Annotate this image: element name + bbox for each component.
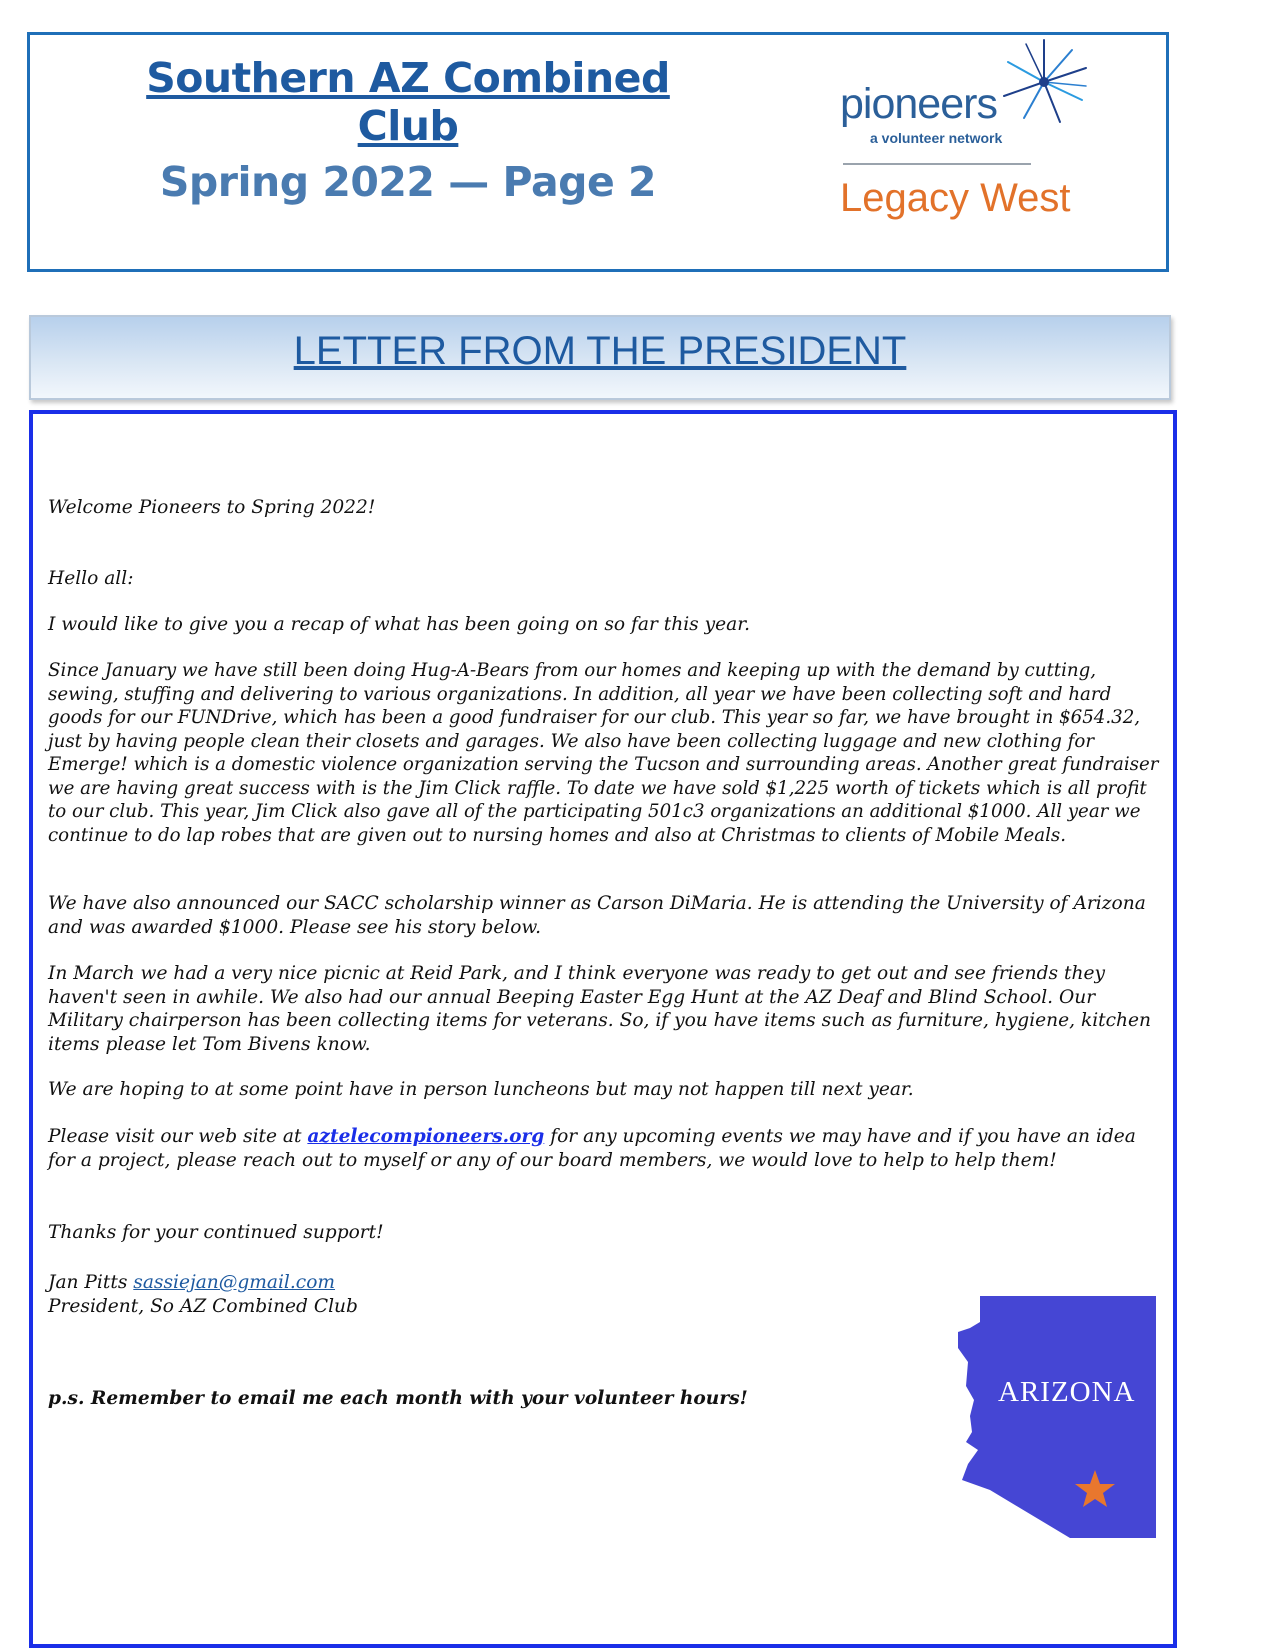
- logo-brand: pioneers: [840, 80, 997, 128]
- website-link[interactable]: aztelecompioneers.org: [307, 1126, 545, 1147]
- email-link[interactable]: sassiejan@gmail.com: [133, 1272, 336, 1293]
- letter-paragraph-luncheons: We are hoping to at some point have in person luncheons but may not happen till next year.: [48, 1079, 914, 1100]
- logo-tagline: a volunteer network: [870, 130, 1003, 146]
- letter-paragraph-january: Since January we have still been doing Hug-A-Bears from our homes and keeping up with the demand by cutting, sewing, stuffing and delivering to various organizations. In addition, all year we have been collecting soft and hard goods for our FUNDrive, which has been a good fundraiser for our club. This year so far, we have brought in $654.32, just by having people clean their closets and garages. We also have been collecting luggage and new clothing for Emerge! which is a domestic violence organization serving the Tucson and surrounding areas. Another great fundraiser we are having great success with is the Jim Click raffle. To date we have sold $1,225 worth of tickets which is all profit to our club. This year, Jim Click also gave all of the participating 501c3 organizations an additional $1000. All year we continue to do lap robes that are given out to nursing homes and also at Christmas to clients of Mobile Meals.: [48, 660, 1159, 846]
- logo-divider: [843, 163, 1031, 165]
- letter-recap: I would like to give you a recap of what has been going on so far this year.: [48, 614, 750, 635]
- section-banner: [29, 315, 1171, 400]
- visit-suffix: for any upcoming events we may have and if you have an idea for a project, please reach out to myself or any of our board members, we would love to help to help them!: [48, 1126, 1136, 1171]
- club-title: Southern AZ Combined Club: [146, 54, 670, 150]
- letter-postscript: p.s. Remember to email me each month with your volunteer hours!: [48, 1388, 748, 1409]
- issue-title: Spring 2022 — Page 2: [159, 158, 657, 206]
- arizona-map-icon: [950, 1292, 1160, 1540]
- letter-paragraph-march: In March we had a very nice picnic at Reid Park, and I think everyone was ready to get out and see friends they haven't seen in awhile. We also had our annual Beeping Easter Egg Hunt at the AZ Deaf and Blind School. Our Military chairperson has been collecting items for veterans. So, if you have items such as furniture, hygiene, kitchen items please let Tom Bivens know.: [48, 963, 1152, 1055]
- letter-greeting: Hello all:: [48, 568, 134, 589]
- pioneers-logo: [810, 18, 1110, 233]
- visit-prefix: Please visit our web site at: [48, 1126, 308, 1147]
- letter-thanks: Thanks for your continued support!: [48, 1222, 384, 1243]
- signer-title: President, So AZ Combined Club: [48, 1295, 358, 1317]
- letter-welcome: Welcome Pioneers to Spring 2022!: [48, 497, 376, 518]
- signer-name: Jan Pitts: [48, 1272, 134, 1293]
- logo-region: Legacy West: [840, 176, 1071, 220]
- starburst-icon: [1000, 38, 1088, 126]
- letter-paragraph-website: [48, 1125, 1160, 1172]
- section-title: LETTER FROM THE PRESIDENT: [293, 329, 907, 373]
- arizona-state-shape: [958, 1296, 1156, 1538]
- letter-paragraph-scholarship: We have also announced our SACC scholarship winner as Carson DiMaria. He is attending the University of Arizona and was awarded $1000. Please see his story below.: [48, 893, 1146, 938]
- arizona-label: ARIZONA: [998, 1376, 1136, 1408]
